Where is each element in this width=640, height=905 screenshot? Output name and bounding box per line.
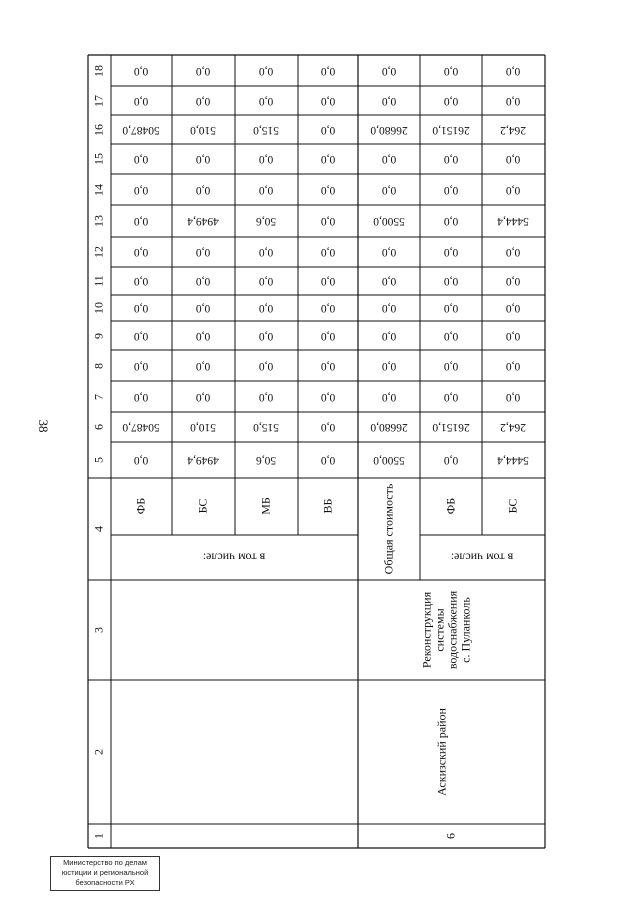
table-cell: 0,0 [505, 359, 521, 372]
table-cell: 0,0 [443, 183, 459, 196]
table-cell: 0,0 [320, 454, 336, 466]
table-cell: 0,0 [505, 153, 521, 165]
table-cell: 0,0 [320, 94, 336, 107]
column-number: 18 [91, 64, 106, 77]
table-cell: 264,2 [500, 421, 526, 433]
table-cell: 0,0 [320, 302, 336, 314]
table-cell: 0,0 [320, 359, 336, 372]
table-cell: 0,0 [258, 390, 274, 403]
table-cell: 0,0 [320, 275, 336, 287]
district-name: Аскизский район [434, 708, 449, 796]
table-cell: 0,0 [443, 64, 459, 77]
table-cell: 0,0 [505, 302, 521, 314]
table-cell: 0,0 [505, 246, 521, 258]
table-cell: 0,0 [258, 246, 274, 258]
column-number: 15 [91, 153, 106, 165]
column-number: 14 [91, 183, 106, 196]
table-cell: 0,0 [258, 275, 274, 287]
table-cell: 0,0 [320, 246, 336, 258]
table-cell: 26151,0 [432, 421, 470, 433]
table-cell: 0,0 [381, 275, 397, 287]
table-cell: 0,0 [195, 153, 211, 165]
table-cell: 0,0 [505, 329, 521, 342]
table-cell: 0,0 [505, 183, 521, 196]
table-cell: 26151,0 [432, 123, 470, 136]
in-that-number-label: в том числе: [450, 550, 514, 565]
table-cell: 50,6 [255, 215, 277, 227]
table-cell: 50487,0 [122, 123, 160, 136]
table-cell: 0,0 [443, 359, 459, 372]
table-cell: 0,0 [443, 215, 459, 227]
table-cell: 4949,4 [187, 454, 219, 466]
table-cell: 0,0 [443, 94, 459, 107]
project-name-line: системы [432, 608, 447, 652]
table-cell: 5500,0 [373, 215, 405, 227]
table-cell: 50487,0 [122, 421, 160, 433]
table-cell: 0,0 [133, 302, 149, 314]
total-cost-label: Общая стоимость [381, 483, 396, 575]
table-cell: 0,0 [195, 275, 211, 287]
column-number: 12 [91, 246, 106, 258]
source-label: ВБ [320, 498, 335, 514]
stamp-line-1: Министерство по делам [63, 858, 147, 867]
table-cell: 26680,0 [370, 123, 408, 136]
table-cell: 0,0 [505, 275, 521, 287]
table-cell: 0,0 [443, 275, 459, 287]
table-cell: 0,0 [443, 329, 459, 342]
table-cell: 0,0 [133, 390, 149, 403]
table-cell: 0,0 [133, 454, 149, 466]
table-cell: 0,0 [443, 302, 459, 314]
table-cell: 0,0 [258, 329, 274, 342]
table-cell: 0,0 [381, 302, 397, 314]
project-name-line: Реконструкция [419, 591, 434, 669]
table-cell: 510,0 [190, 123, 216, 136]
column-number: 9 [91, 332, 106, 339]
table-cell: 0,0 [381, 183, 397, 196]
table-cell: 0,0 [381, 359, 397, 372]
table-cell: 0,0 [195, 302, 211, 314]
table-cell: 0,0 [258, 183, 274, 196]
row-number: 6 [443, 833, 458, 839]
table-cell: 26680,0 [370, 421, 408, 433]
column-number: 4 [91, 526, 106, 532]
table-cell: 0,0 [133, 94, 149, 107]
table-cell: 0,0 [195, 64, 211, 77]
column-number: 17 [91, 94, 106, 107]
column-number: 7 [91, 393, 106, 400]
table-cell: 0,0 [505, 64, 521, 77]
table-cell: 0,0 [320, 421, 336, 433]
source-label: ФБ [133, 497, 148, 515]
table-cell: 0,0 [381, 94, 397, 107]
table-cell: 0,0 [505, 94, 521, 107]
source-label: МБ [258, 497, 273, 515]
column-number: 16 [91, 123, 106, 136]
table-cell: 0,0 [320, 329, 336, 342]
table-cell: 0,0 [195, 183, 211, 196]
table-cell: 0,0 [258, 153, 274, 165]
in-that-number-label: в том числе: [202, 550, 266, 565]
project-name-line: с. Пуланколь [458, 597, 473, 663]
table-cell: 0,0 [133, 359, 149, 372]
table-cell: 515,0 [253, 123, 279, 136]
table-cell: 0,0 [195, 246, 211, 258]
column-number: 1 [91, 833, 106, 839]
table-cell: 510,0 [190, 421, 216, 433]
column-number: 11 [91, 275, 106, 287]
table-cell: 0,0 [258, 94, 274, 107]
table-cell: 0,0 [320, 215, 336, 227]
table-cell: 515,0 [253, 421, 279, 433]
table-cell: 0,0 [443, 454, 459, 466]
table-cell: 5444,4 [497, 215, 529, 227]
column-number: 13 [91, 215, 106, 227]
stamp-line-3: безопасности РХ [75, 878, 135, 887]
column-number: 5 [91, 457, 106, 463]
source-label: ФБ [443, 497, 458, 515]
table-cell: 5500,0 [373, 454, 405, 466]
table-cell: 0,0 [381, 64, 397, 77]
table-cell: 0,0 [133, 246, 149, 258]
table-cell: 0,0 [320, 390, 336, 403]
page-number: 38 [36, 419, 51, 433]
table-cell: 0,0 [133, 215, 149, 227]
column-number: 3 [91, 627, 106, 633]
table-cell: 0,0 [133, 64, 149, 77]
table-cell: 0,0 [195, 390, 211, 403]
table-cell: 0,0 [381, 246, 397, 258]
column-number: 2 [91, 749, 106, 755]
table-cell: 0,0 [258, 302, 274, 314]
table-cell: 0,0 [320, 183, 336, 196]
table-cell: 0,0 [381, 153, 397, 165]
table-cell: 0,0 [258, 359, 274, 372]
source-label: БС [195, 498, 210, 514]
table-cell: 264,2 [500, 123, 526, 136]
table-cell: 0,0 [195, 359, 211, 372]
table-cell: 0,0 [443, 153, 459, 165]
table-cell: 0,0 [258, 64, 274, 77]
table-cell: 0,0 [443, 390, 459, 403]
stamp-line-2: юстиции и региональной [61, 868, 149, 877]
table-cell: 0,0 [505, 390, 521, 403]
column-number: 8 [91, 362, 106, 369]
column-number: 10 [91, 302, 106, 314]
table-cell: 0,0 [320, 153, 336, 165]
table-cell: 0,0 [133, 153, 149, 165]
column-number: 6 [91, 424, 106, 430]
source-label: БС [505, 498, 520, 514]
table-cell: 0,0 [133, 275, 149, 287]
table-cell: 0,0 [320, 123, 336, 136]
table-cell: 0,0 [443, 246, 459, 258]
table-cell: 0,0 [133, 329, 149, 342]
table-cell: 4949,4 [187, 215, 219, 227]
table-cell: 50,6 [255, 454, 277, 466]
table-cell: 0,0 [320, 64, 336, 77]
table-cell: 0,0 [133, 183, 149, 196]
table-cell: 0,0 [381, 390, 397, 403]
table-cell: 0,0 [195, 94, 211, 107]
project-name-line: водоснабжения [445, 590, 460, 670]
table-cell: 0,0 [195, 329, 211, 342]
table-cell: 0,0 [381, 329, 397, 342]
table-cell: 5444,4 [497, 454, 529, 466]
